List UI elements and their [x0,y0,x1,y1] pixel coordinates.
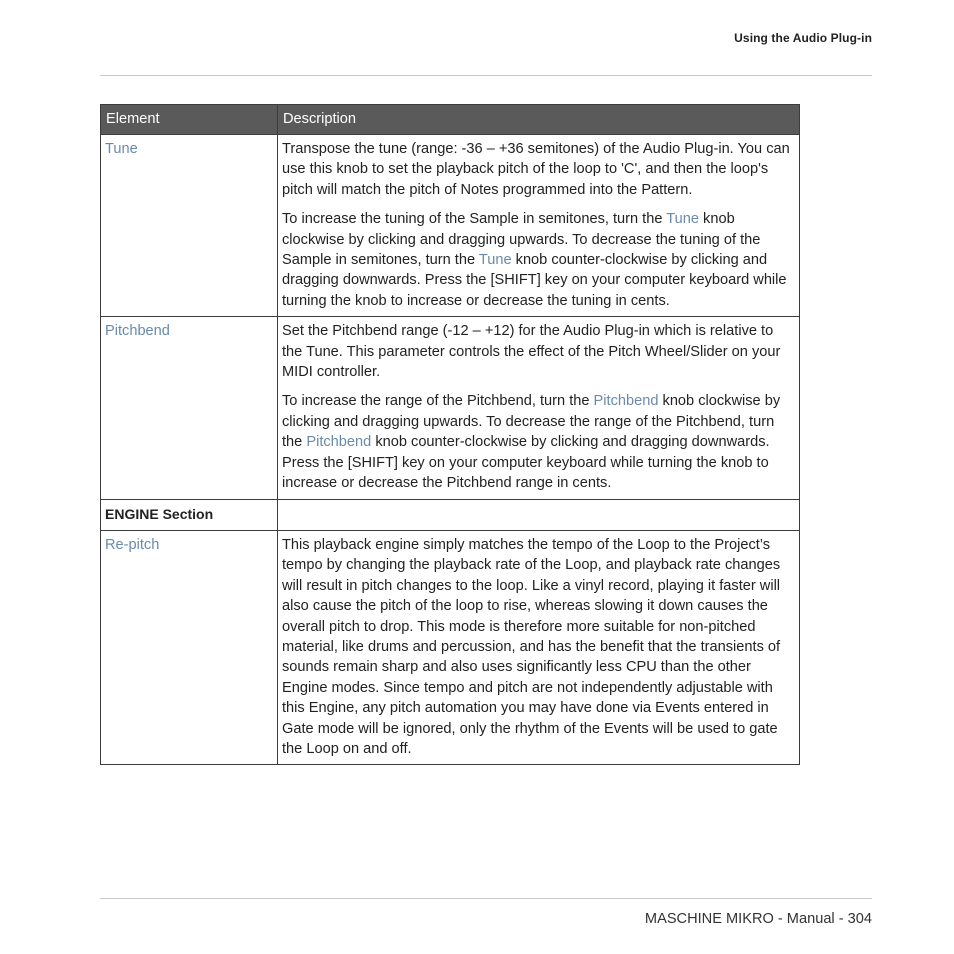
text-run: To increase the range of the Pitchbend, turn the [282,393,594,410]
empty-cell [278,499,800,530]
inline-link-pitchbend[interactable]: Pitchbend [593,393,659,410]
text-run: knob counter-clockwise by clicking and dragging downwards. Press the [SHIFT] key on your computer keyboard while turning the knob to increase or decrease the tuning in cents. [282,252,787,309]
description-paragraph: Transpose the tune (range: -36 – +36 semitones) of the Audio Plug-in. You can use this knob to set the playback pitch of the loop to 'C', and then the loop's pitch will match the pitch of Notes programmed into the Pattern. [282,141,790,198]
column-header-element: Element [101,105,278,135]
description-paragraph: Set the Pitchbend range (-12 – +12) for the Audio Plug-in which is relative to the Tune. This parameter controls the effect of the Pitch Wheel/Slider on your MIDI controller. [282,323,781,381]
description-cell [278,530,800,764]
description-paragraph: This playback engine simply matches the tempo of the Loop to the Project’s tempo by changing the playback rate of the Loop, and playback rate changes will result in pitch changes to the loop. Like a vinyl record, playing it faster will also cause the pitch of the loop to rise, whereas slowing it down causes the overall pitch to drop. This mode is therefore more suitable for non-pitched material, like drums and percussion, and has the benefit that the transients of sounds remain sharp and also uses significantly less CPU than the other Engine modes. Since tempo and pitch are not independently adjustable with this Engine, any pitch automation you may have done via Events entered in Gate mode will be ignored, only the rhythm of the Events will be used to gate the Loop on and off. [282,536,781,757]
table-row [101,317,800,499]
inline-link-pitchbend[interactable]: Pitchbend [306,434,372,451]
text-run: knob clockwise by clicking and dragging upwards. To decrease the tuning of the Sample in semitones, turn the [282,211,761,269]
inline-link-tune[interactable]: Tune [666,211,699,228]
table-row [101,135,800,317]
table-header-row [101,105,800,135]
element-link-re-pitch[interactable]: Re-pitch [105,536,160,553]
text-run: knob clockwise by clicking and dragging upwards. To decrease the range of the Pitchbend, turn the [282,393,781,451]
element-link-pitchbend[interactable]: Pitchbend [105,323,170,340]
section-label-cell [101,499,278,530]
footer-divider [100,898,872,899]
description-paragraph [282,209,794,311]
running-header-title: Using the Audio Plug-in [734,31,872,45]
inline-link-tune[interactable]: Tune [478,252,512,269]
element-cell [101,317,278,499]
header-divider [100,75,872,76]
description-paragraph [282,391,794,493]
element-link-tune[interactable]: Tune [105,141,138,157]
description-cell [278,317,800,499]
parameter-table [100,104,800,765]
page-footer: MASCHINE MIKRO - Manual - 304 [644,911,872,927]
section-label: ENGINE Section [105,505,214,522]
text-run: To increase the tuning of the Sample in semitones, turn the [282,211,667,228]
description-cell [278,135,800,317]
table-section-row [101,499,800,530]
column-header-description: Description [278,105,800,135]
element-cell [101,530,278,764]
table-row [101,530,800,764]
text-run: knob counter-clockwise by clicking and dragging downwards. Press the [SHIFT] key on your computer keyboard while turning the knob to increase or decrease the Pitchbend range in cents. [282,434,770,492]
element-cell [101,135,278,317]
